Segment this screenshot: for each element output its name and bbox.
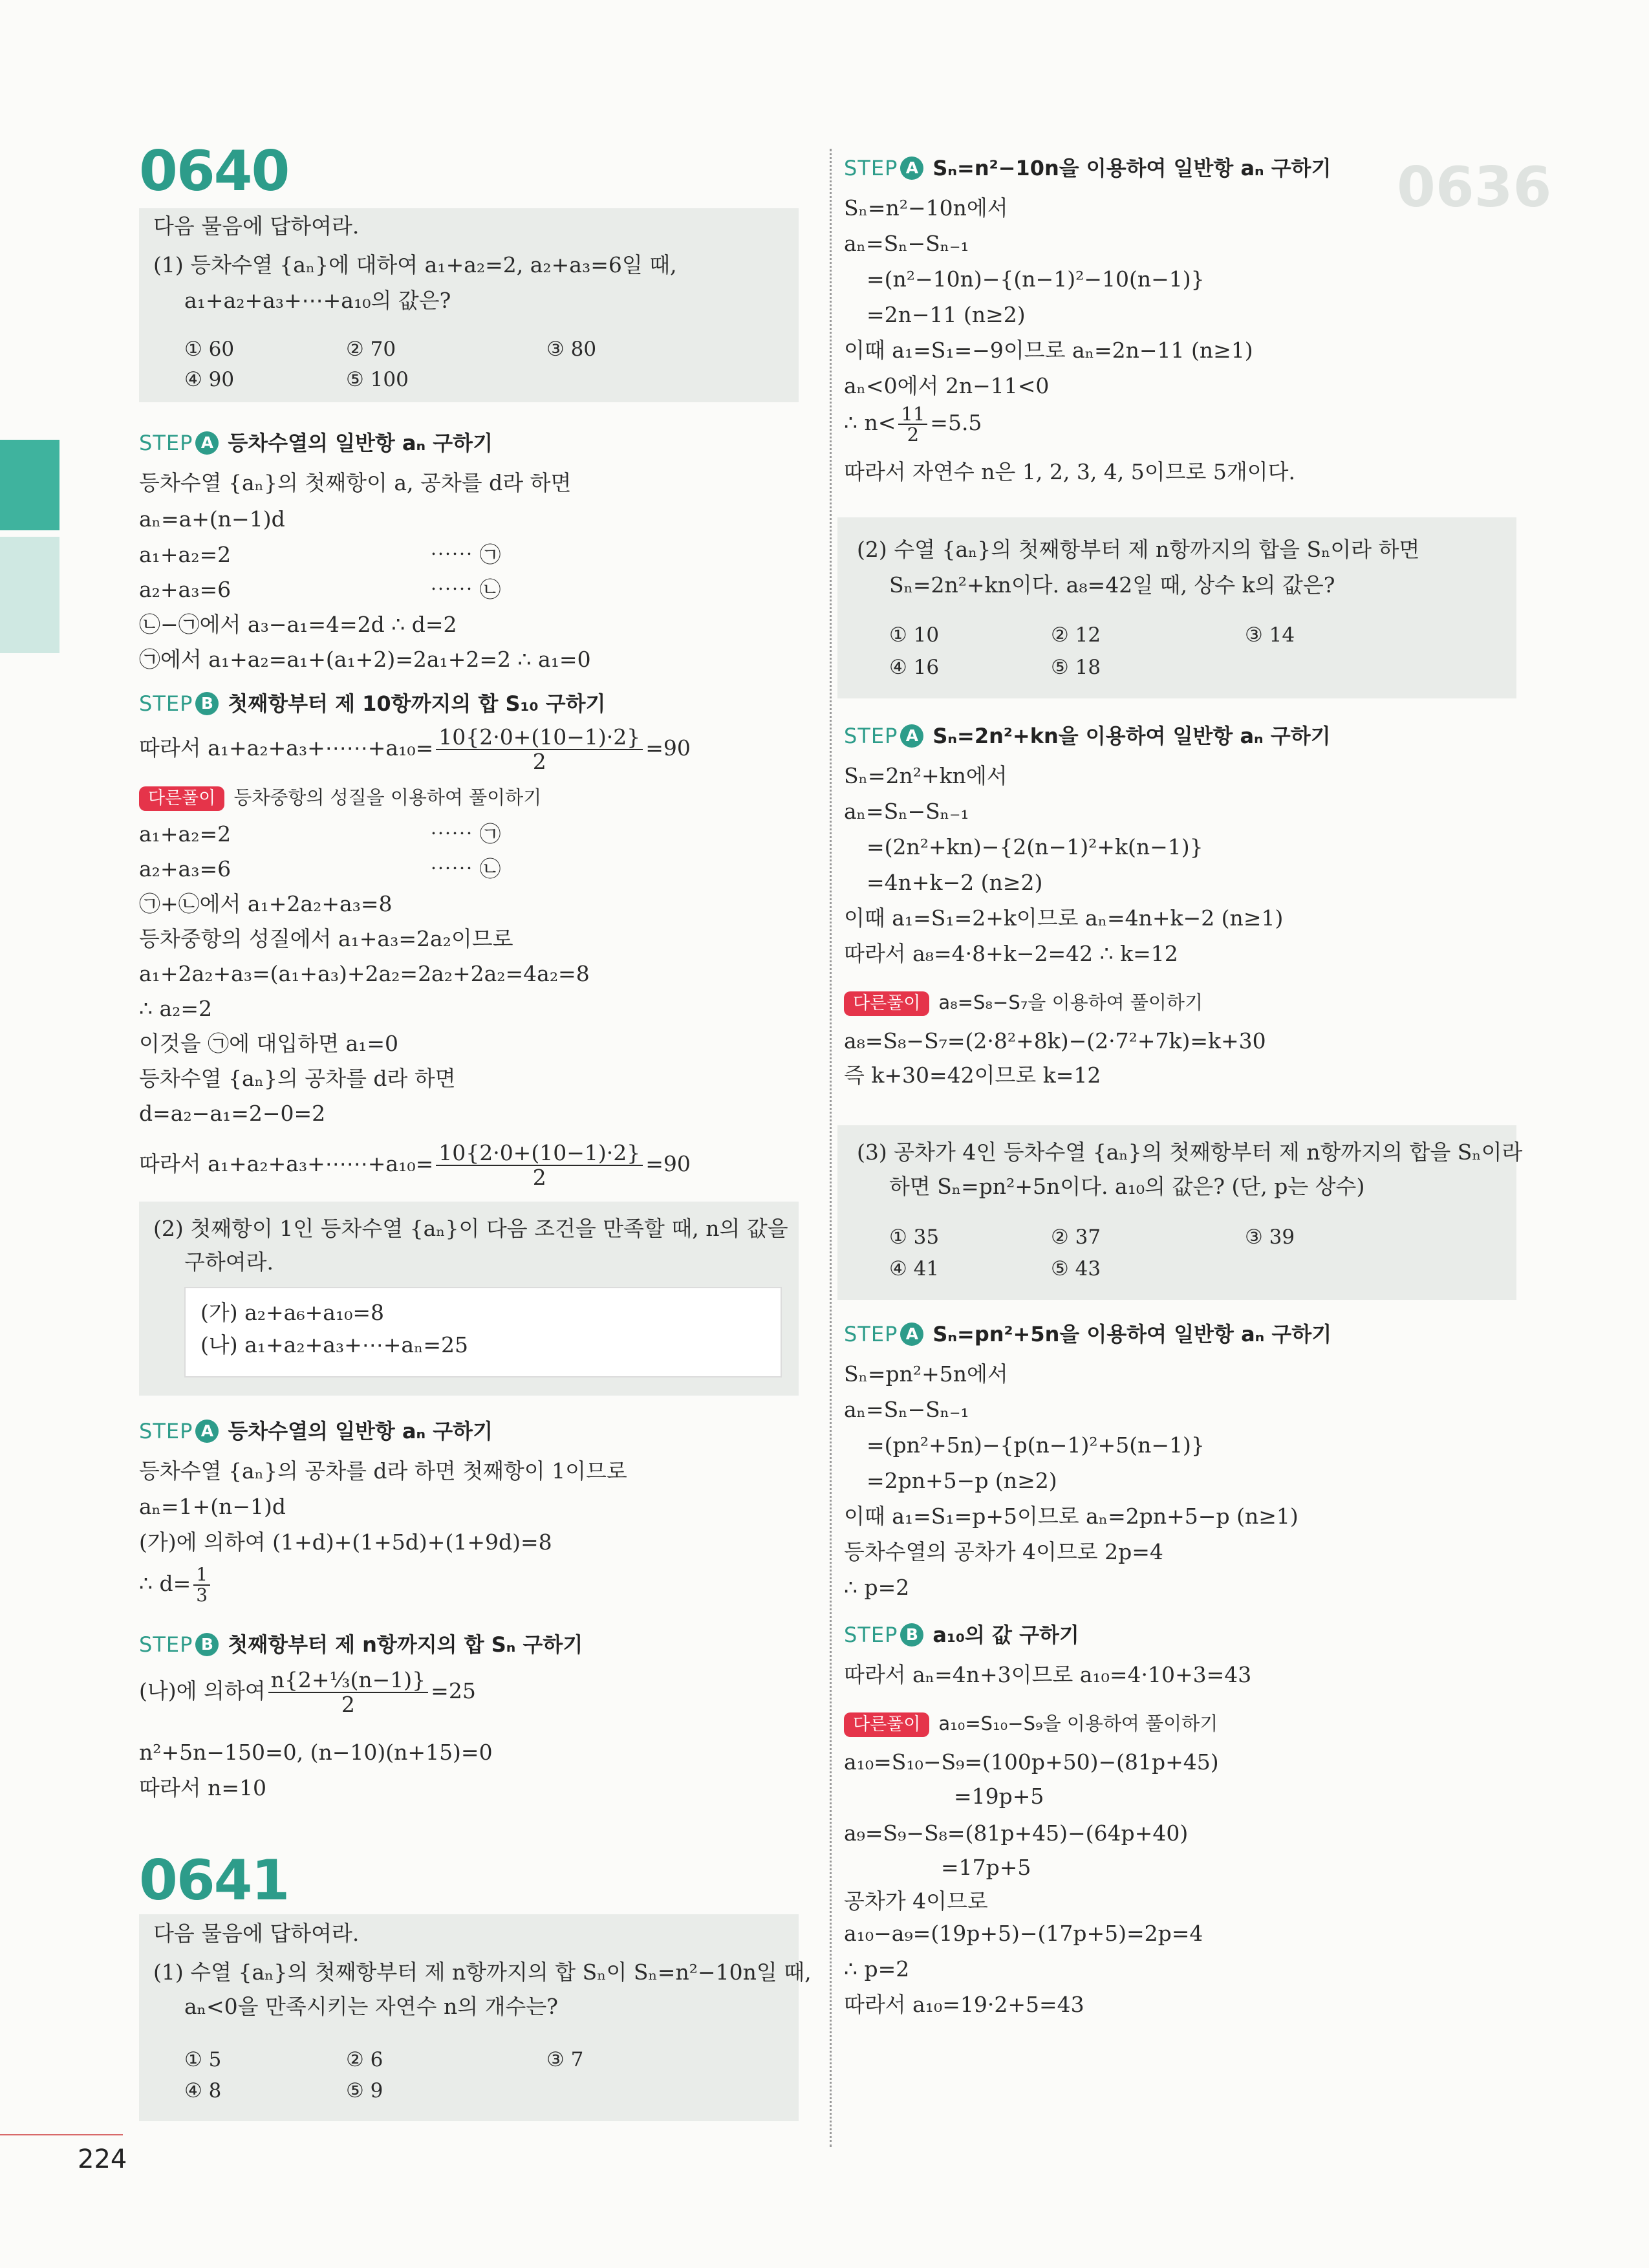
step-tag: STEP [844,156,898,180]
solution-line: Sₙ=2n²+kn에서 [844,763,1008,788]
alternate-badge: 다른풀이 [139,786,224,811]
alternate-solution-heading [844,1711,1218,1737]
page-number: 224 [78,2144,127,2174]
step-letter-icon: A [900,1323,923,1346]
alternate-badge: 다른풀이 [844,1712,929,1737]
question-text: (2) 수열 {aₙ}의 첫째항부터 제 n항까지의 합을 Sₙ이라 하면 [857,537,1420,562]
solution-line: Sₙ=pn²+5n에서 [844,1361,1008,1387]
condition-ga: (가) a₂+a₆+a₁₀=8 [200,1300,385,1325]
question-text: aₙ<0을 만족시키는 자연수 n의 개수는? [184,1994,558,2019]
question-text: (1) 등차수열 {aₙ}에 대하여 a₁+a₂=2, a₂+a₃=6일 때, [153,252,677,277]
equation-prefix: ∴ d= [139,1571,191,1596]
solution-line: 등차수열 {aₙ}의 첫째항이 a, 공차를 d라 하면 [139,470,572,495]
solution-line: =17p+5 [941,1855,1031,1880]
alternate-badge: 다른풀이 [844,991,929,1016]
solution-line: 이것을 ㉠에 대입하면 a₁=0 [139,1031,399,1056]
solution-line: =4n+k−2 (n≥2) [867,870,1043,895]
solution-line: aₙ=Sₙ−Sₙ₋₁ [844,1397,969,1422]
equation-prefix: ∴ n< [844,410,896,435]
step-letter-icon: A [900,724,923,748]
solution-line: 즉 k+30=42이므로 k=12 [844,1063,1101,1088]
step-heading [844,1321,1331,1347]
fraction-numerator: n{2+⅓(n−1)} [268,1669,429,1693]
solution-line: a₁₀−a₉=(19p+5)−(17p+5)=2p=4 [844,1921,1203,1946]
solution-line: 이때 a₁=S₁=2+k이므로 aₙ=4n+k−2 (n≥1) [844,905,1284,931]
bleed-through-number: 0636 [1397,155,1552,220]
alternate-title: a₁₀=S₁₀−S₉을 이용하여 풀이하기 [938,1712,1218,1734]
equation-suffix: =90 [645,735,691,761]
solution-line: 이때 a₁=S₁=−9이므로 aₙ=2n−11 (n≥1) [844,338,1253,363]
solution-line: Sₙ=n²−10n에서 [844,195,1008,221]
solution-line: (가)에 의하여 (1+d)+(1+5d)+(1+9d)=8 [139,1529,552,1555]
fraction [436,1141,643,1189]
solution-line: 따라서 자연수 n은 1, 2, 3, 4, 5이므로 5개이다. [844,459,1296,484]
choice-3: ③ 7 [546,2048,584,2071]
column-divider [830,149,832,2147]
equation-prefix: (나)에 의하여 [139,1678,266,1703]
question-text: a₁+a₂+a₃+⋯+a₁₀의 값은? [184,288,451,313]
fraction-numerator: 10{2·0+(10−1)·2} [436,726,643,750]
solution-line: 공차가 4이므로 [844,1888,988,1914]
solution-line: 이때 a₁=S₁=p+5이므로 aₙ=2pn+5−p (n≥1) [844,1504,1299,1529]
choice-2: ② 37 [1051,1226,1101,1249]
alternate-solution-heading [139,784,541,811]
step-heading [844,723,1331,749]
choice-4: ④ 16 [889,656,940,679]
equation-suffix: =25 [431,1678,476,1703]
step-heading [139,691,605,717]
step-letter-icon: B [900,1623,923,1647]
solution-line: a₁+a₂=2 [139,542,232,567]
question-text: Sₙ=2n²+kn이다. a₈=42일 때, 상수 k의 값은? [889,572,1335,598]
solution-line: 따라서 a₈=4·8+k−2=42 ∴ k=12 [844,941,1178,966]
solution-line: 따라서 aₙ=4n+3이므로 a₁₀=4·10+3=43 [844,1662,1252,1687]
solution-line: ㉠+㉡에서 a₁+2a₂+a₃=8 [139,891,393,916]
choice-4: ④ 90 [184,368,235,391]
solution-line: a₂+a₃=6 [139,856,232,881]
step-title: a₁₀의 값 구하기 [932,1623,1079,1647]
chapter-tab-light [0,537,59,653]
solution-line: =(2n²+kn)−{2(n−1)²+k(n−1)} [867,834,1203,859]
solution-line: 따라서 n=10 [139,1775,267,1800]
solution-line: =(n²−10n)−{(n−1)²−10(n−1)} [867,266,1205,292]
page-number-rule [0,2134,123,2135]
step-title: Sₙ=2n²+kn을 이용하여 일반항 aₙ 구하기 [932,724,1331,748]
fraction-denominator: 3 [196,1584,208,1606]
step-heading [844,1622,1079,1648]
step-letter-icon: B [195,692,219,715]
step-tag: STEP [139,431,193,455]
condition-na: (나) a₁+a₂+a₃+⋯+aₙ=25 [200,1332,469,1357]
fraction-numerator: 11 [898,404,927,425]
step-title: 첫째항부터 제 n항까지의 합 Sₙ 구하기 [228,1632,583,1657]
solution-line: 등차수열의 공차가 4이므로 2p=4 [844,1539,1163,1564]
fraction-denominator: 2 [341,1692,355,1717]
choice-3: ③ 39 [1245,1226,1295,1249]
solution-line: aₙ=1+(n−1)d [139,1494,286,1519]
chapter-tab [0,440,59,530]
choice-5: ⑤ 9 [346,2079,383,2102]
question-text: 하면 Sₙ=pn²+5n이다. a₁₀의 값은? (단, p는 상수) [889,1174,1365,1199]
step-letter-icon: B [195,1633,219,1656]
solution-line [139,1565,213,1605]
choice-1: ① 35 [889,1226,940,1249]
step-tag: STEP [844,1623,898,1647]
step-letter-icon: A [195,1420,219,1443]
step-tag: STEP [844,724,898,748]
solution-line: 등차수열 {aₙ}의 공차를 d라 하면 첫째항이 1이므로 [139,1458,627,1484]
alternate-title: a₈=S₈−S₇을 이용하여 풀이하기 [938,991,1203,1013]
fraction-denominator: 2 [532,749,546,774]
equation-suffix: =5.5 [930,410,982,435]
solution-line: ㉡−㉠에서 a₃−a₁=4=2d ∴ d=2 [139,612,457,637]
solution-line: aₙ=Sₙ−Sₙ₋₁ [844,231,969,256]
solution-line: d=a₂−a₁=2−0=2 [139,1101,326,1126]
choice-2: ② 12 [1051,623,1101,647]
solution-line: a₁+2a₂+a₃=(a₁+a₃)+2a₂=2a₂+2a₂=4a₂=8 [139,961,590,986]
choice-5: ⑤ 43 [1051,1257,1101,1280]
fraction [268,1669,429,1716]
equation-prefix: 따라서 a₁+a₂+a₃+⋯⋯+a₁₀= [139,1151,434,1176]
choice-2: ② 6 [346,2048,383,2071]
fraction [898,404,927,444]
choice-1: ① 60 [184,338,235,361]
choice-5: ⑤ 18 [1051,656,1101,679]
equation-mark: ⋯⋯ ㉡ [430,856,501,881]
step-tag: STEP [139,691,193,716]
equation-suffix: =90 [645,1151,691,1176]
step-title: 등차수열의 일반항 aₙ 구하기 [228,1419,493,1443]
solution-line: a₈=S₈−S₇=(2·8²+8k)−(2·7²+7k)=k+30 [844,1028,1266,1053]
alternate-title: 등차중항의 성질을 이용하여 풀이하기 [233,786,542,808]
choice-1: ① 10 [889,623,940,647]
step-heading [139,1418,493,1444]
solution-line [139,1141,691,1189]
equation-mark: ⋯⋯ ㉡ [430,577,501,602]
choice-2: ② 70 [346,338,396,361]
solution-line: =(pn²+5n)−{p(n−1)²+5(n−1)} [867,1432,1205,1458]
fraction-numerator: 10{2·0+(10−1)·2} [436,1141,643,1166]
fraction-numerator: 1 [193,1565,210,1586]
choice-3: ③ 80 [546,338,597,361]
equation-mark: ⋯⋯ ㉠ [430,821,501,847]
solution-line: =19p+5 [954,1784,1044,1809]
step-title: 등차수열의 일반항 aₙ 구하기 [228,431,493,455]
alternate-solution-heading [844,989,1203,1016]
fraction [193,1565,210,1605]
choice-1: ① 5 [184,2048,222,2071]
question-text: (1) 수열 {aₙ}의 첫째항부터 제 n항까지의 합 Sₙ이 Sₙ=n²−10n일 때, [153,1960,812,1985]
step-tag: STEP [844,1322,898,1346]
solution-line: aₙ=a+(n−1)d [139,506,285,532]
step-heading [844,155,1331,181]
solution-line: =2pn+5−p (n≥2) [867,1468,1057,1493]
choice-3: ③ 14 [1245,623,1295,647]
problem-number-0640: 0640 [139,139,289,204]
step-tag: STEP [139,1632,193,1657]
question-text: (3) 공차가 4인 등차수열 {aₙ}의 첫째항부터 제 n항까지의 합을 Sₙ이라 [857,1139,1523,1165]
solution-line: ㉠에서 a₁+a₂=a₁+(a₁+2)=2a₁+2=2 ∴ a₁=0 [139,647,591,672]
equation-mark: ⋯⋯ ㉠ [430,542,501,567]
solution-line: a₉=S₉−S₈=(81p+45)−(64p+40) [844,1820,1189,1846]
step-tag: STEP [139,1419,193,1443]
solution-line [844,404,982,444]
question-text: 구하여라. [184,1249,274,1275]
step-letter-icon: A [900,157,923,180]
solution-line: aₙ=Sₙ−Sₙ₋₁ [844,799,969,824]
problem-intro: 다음 물음에 답하여라. [153,213,360,239]
solution-line: 따라서 a₁₀=19·2+5=43 [844,1992,1084,2017]
solution-line: ∴ p=2 [844,1956,910,1982]
step-title: 첫째항부터 제 10항까지의 합 S₁₀ 구하기 [228,691,606,716]
solution-line [139,726,691,773]
question-text: (2) 첫째항이 1인 등차수열 {aₙ}이 다음 조건을 만족할 때, n의 값을 [153,1216,788,1241]
solution-line: ∴ p=2 [844,1575,910,1600]
step-letter-icon: A [195,431,219,455]
fraction-denominator: 2 [907,424,920,446]
solution-line: aₙ<0에서 2n−11<0 [844,373,1050,398]
fraction-denominator: 2 [532,1165,546,1190]
problem-number-0641: 0641 [139,1848,289,1913]
solution-line: n²+5n−150=0, (n−10)(n+15)=0 [139,1740,493,1765]
step-heading [139,430,493,456]
choice-4: ④ 8 [184,2079,222,2102]
choice-5: ⑤ 100 [346,368,409,391]
choice-4: ④ 41 [889,1257,940,1280]
solution-line [139,1669,476,1716]
step-title: Sₙ=n²−10n을 이용하여 일반항 aₙ 구하기 [932,156,1331,180]
solution-line: =2n−11 (n≥2) [867,302,1026,327]
solution-line: 등차수열 {aₙ}의 공차를 d라 하면 [139,1066,456,1091]
step-title: Sₙ=pn²+5n을 이용하여 일반항 aₙ 구하기 [932,1322,1332,1346]
problem-intro: 다음 물음에 답하여라. [153,1921,360,1946]
equation-prefix: 따라서 a₁+a₂+a₃+⋯⋯+a₁₀= [139,735,434,761]
solution-line: ∴ a₂=2 [139,996,213,1021]
solution-line: a₂+a₃=6 [139,577,232,602]
solution-line: a₁₀=S₁₀−S₉=(100p+50)−(81p+45) [844,1749,1219,1775]
fraction [436,726,643,773]
solution-line: 등차중항의 성질에서 a₁+a₃=2a₂이므로 [139,926,513,951]
step-heading [139,1632,583,1658]
solution-line: a₁+a₂=2 [139,821,232,847]
